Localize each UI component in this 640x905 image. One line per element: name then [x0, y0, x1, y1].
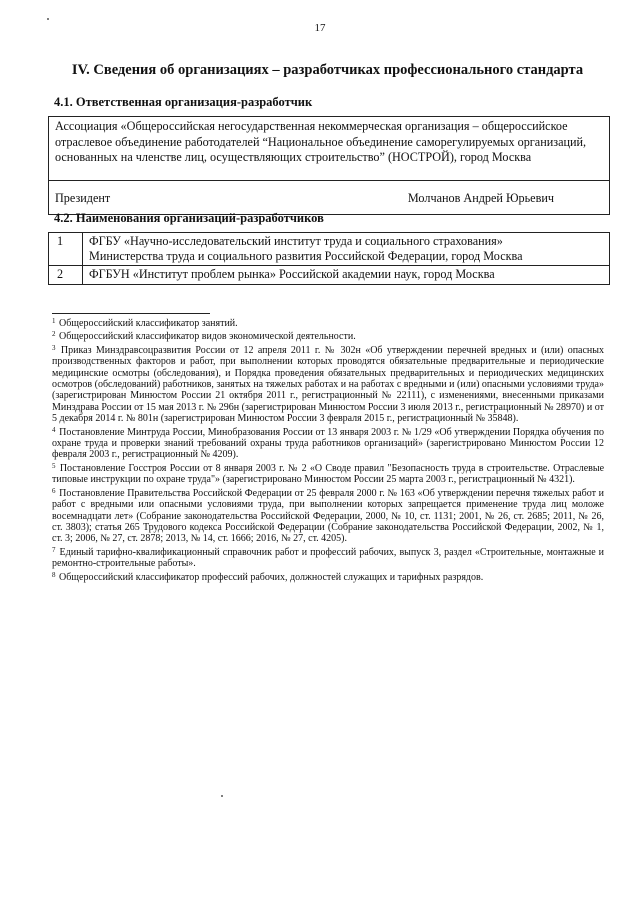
footnote-text: Постановление Госстроя России от 8 января 2003 г. № 2 «О Своде правил "Безопасность труда в строительстве. Отраслевые типовые инструкции по охране труда"» (зарегистрировано Минюстом России 25 марта 2003 г., регистрационный № 4321). [52, 462, 605, 486]
footnote-number: 8 [52, 570, 56, 579]
footnote [52, 461, 604, 486]
responsible-org-name: Ассоциация «Общероссийская негосударственная некоммерческая организация – общероссийское отраслевое объединение работодателей “Национальное объединение саморегулируемых организаций, основанных на членстве лиц, осуществляющих строительство” (НОСТРОЙ), город Москва [49, 117, 610, 181]
footnote-text: Единый тарифно-квалификационный справочник работ и профессий рабочих, выпуск 3, раздел «Строительные, монтажные и ремонтно-строительные работы». [52, 546, 605, 570]
footnote-number: 7 [52, 545, 56, 554]
person-position: Президент [55, 191, 111, 205]
footnote [52, 343, 604, 425]
developers-table [48, 232, 610, 285]
developer-name [83, 233, 610, 266]
developer-number: 2 [49, 266, 83, 285]
footnote-text: Общероссийский классификатор видов экономической деятельности. [59, 331, 356, 343]
footnote-text: Постановление Минтруда России, Минобразования России от 13 января 2003 г. № 1/29 «Об утверждении Порядка обучения по охране труда и проверки знаний требований охраны труда работников организаций» (зарегистрировано Минюстом России 12 февраля 2003 г., регистрационный № 4209). [52, 426, 604, 461]
scan-speck [221, 795, 223, 797]
person-name: Молчанов Андрей Юрьевич [407, 191, 554, 205]
footnote-number: 1 [52, 317, 56, 325]
footnote-text: Общероссийский классификатор занятий. [59, 318, 238, 329]
footnote-number: 5 [52, 461, 56, 470]
footnotes [52, 316, 604, 583]
developer-name [83, 266, 610, 285]
responsible-person-cell [49, 181, 610, 215]
responsible-org-heading: 4.1. Ответственная организация-разработчик [54, 95, 313, 109]
footnote [52, 329, 604, 342]
footnote-text: Общероссийский классификатор профессий рабочих, должностей служащих и тарифных разрядов. [59, 571, 484, 583]
footnote [52, 570, 604, 583]
scan-speck [47, 18, 49, 20]
footnote [52, 425, 604, 461]
table-row [49, 233, 610, 266]
developer-name-line: ФГБУН «Институт проблем рынка» Российской академии наук, город Москва [89, 267, 495, 281]
footnote [52, 316, 604, 329]
developer-name-line: Министерства труда и социального развития Российской Федерации, город Москва [89, 249, 523, 263]
footnote-text: Постановление Правительства Российской Федерации от 25 февраля 2000 г. № 163 «Об утверждении перечня тяжелых работ и работ с вредными или опасными условиями труда, при выполнении которых запрещается применение труда лиц моложе восемнадцати лет» (Собрание законодательства Российской Федерации, 2000, № 10, ст. 1131; 2001, № 26, ст. 2685; 2011, № 26, ст. 3803); статья 265 Трудового кодекса Российской Федерации (Собрание законодательства Российской Федерации, 2002, № 1, ст. 3; 2006, № 27, ст. 2878; 2013, № 14, ст. 1666; 2016, № 27, ст. 4205). [52, 487, 604, 545]
footnote-number: 3 [52, 343, 56, 352]
table-row [49, 266, 610, 285]
footnote [52, 486, 604, 545]
developer-name-line: ФГБУ «Научно-исследовательский институт труда и социального страхования» [89, 234, 503, 248]
developer-number: 1 [49, 233, 83, 266]
responsible-org-table [48, 116, 610, 215]
footnote-number: 6 [52, 486, 56, 495]
developers-heading: 4.2. Наименования организаций-разработчиков [54, 211, 324, 225]
footnote-text: Приказ Минздравсоцразвития России от 12 апреля 2011 г. № 302н «Об утверждении перечней вредных и (или) опасных производственных факторов и работ, при выполнении которых проводятся обязательные предварительные и периодические медицинские осмотры (обследования), и Порядка проведения обязательных предварительных и периодических медицинских осмотров (обследований) работников, занятых на тяжелых работах и на работах с вредными и (или) опасными условиями труда» (зарегистрирован Минюстом России 21 октября 2011 г., регистрационный № 22111), с изменениями, внесенными приказами Минздрава России от 15 мая 2013 г. № 296н (зарегистрирован Минюстом России 3 июля 2013 г., регистрационный № 28970) и от 5 декабря 2014 г. № 801н (зарегистрирован Минюстом России 3 февраля 2015 г., регистрационный № 35848). [52, 344, 604, 425]
footnote-number: 4 [52, 425, 56, 434]
footnote-number: 2 [52, 330, 56, 339]
page-number: 17 [314, 22, 326, 34]
footnote-separator [52, 313, 210, 314]
footnote [52, 545, 604, 570]
section-title: IV. Сведения об организациях – разработчиках профессионального стандарта [71, 62, 584, 78]
